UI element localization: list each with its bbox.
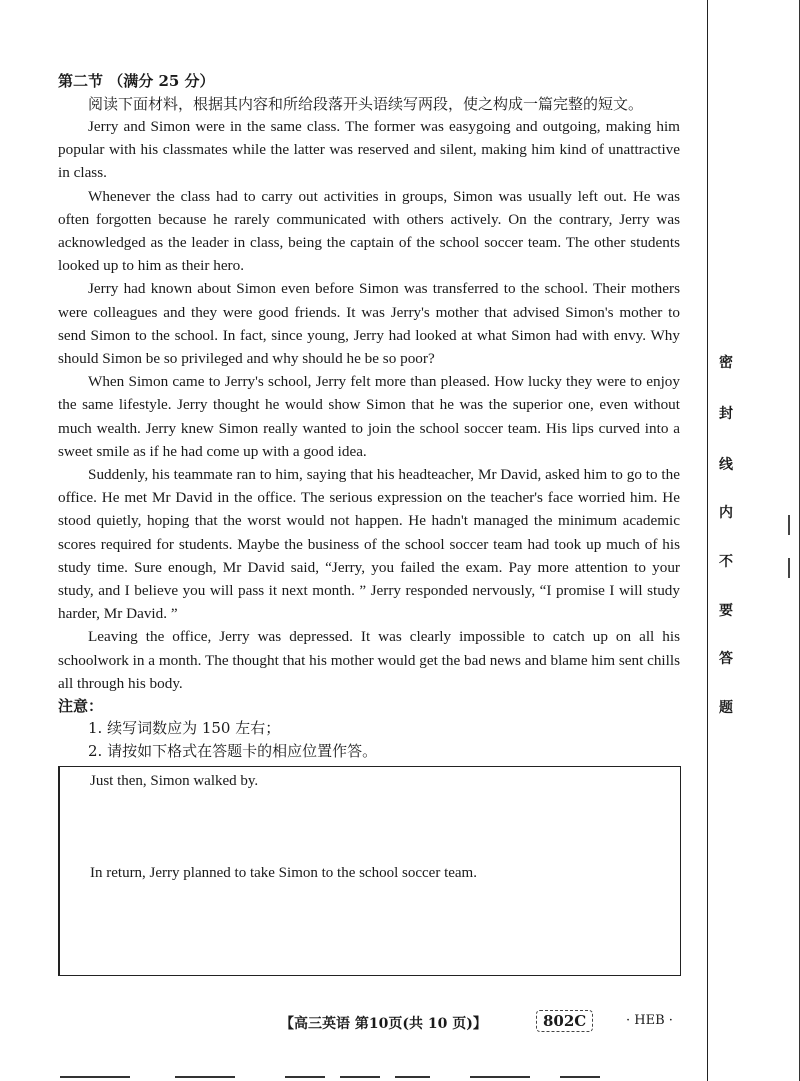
instruction: 阅读下面材料，根据其内容和所给段落开头语续写两段，使之构成一篇完整的短文。 bbox=[88, 95, 644, 113]
seal-char-3: 线 bbox=[719, 457, 733, 473]
seal-char-2: 封 bbox=[719, 406, 733, 422]
seal-char-5: 不 bbox=[719, 554, 733, 570]
paragraph-4: When Simon came to Jerry's school, Jerry felt more than pleased. How lucky they were to enjoy the same lifestyle. Jerry thought he would show Simon that he was the superior one, even without much wealth. Jerry knew Simon really wanted to join the school soccer team. His lips curved into a sweet smile as if he had come up with a good idea. bbox=[58, 373, 680, 460]
paragraph-3: Jerry had known about Simon even before Simon was transferred to the school. Their mothers were colleagues and they were good friends. It was Jerry's mother that advised Simon's mother to send Simon to the school. In fact, since young, Jerry had looked at what Simon had with envy. Why should Simon be so privileged and why should he be so poor? bbox=[58, 280, 680, 368]
note-2: 2. 请按如下格式在答题卡的相应位置作答。 bbox=[88, 742, 378, 761]
answer-box bbox=[58, 766, 681, 976]
crop-mark bbox=[175, 1076, 235, 1078]
bottom-crop-marks bbox=[0, 1076, 700, 1081]
crop-mark bbox=[340, 1076, 380, 1078]
answer-opening-line-1: Just then, Simon walked by. bbox=[90, 773, 259, 789]
crop-mark bbox=[395, 1076, 430, 1078]
exam-content bbox=[58, 70, 680, 763]
seal-char-6: 要 bbox=[719, 603, 733, 619]
brand-mark: · HEB · bbox=[626, 1013, 673, 1028]
seal-char-4: 内 bbox=[719, 505, 733, 521]
crop-mark bbox=[285, 1076, 325, 1078]
answer-opening-line-2: In return, Jerry planned to take Simon to the school soccer team. bbox=[90, 865, 477, 881]
section-title: 第二节 （满分 25 分） bbox=[58, 72, 215, 90]
paragraph-5: Suddenly, his teammate ran to him, saying that his headteacher, Mr David, asked him to go to the office. He met Mr David in the office. The serious expression on the teacher's face worried him. He stood quietly, hoping that the worst would not happen. He hadn't managed the minimum academic scores required for students. Maybe the business of the school soccer team had took up much of his study time. Sure enough, Mr David said, “Jerry, you failed the exam. Pay more attention to your study, and I believe you will pass it next month. ” Jerry responded nervously, “I promise I will study harder, Mr David. ” bbox=[58, 466, 680, 623]
paragraph-6: Leaving the office, Jerry was depressed. It was clearly impossible to catch up on all his schoolwork in a month. The thought that his mother would get the bad news and blame him sent chills all through his body. bbox=[58, 628, 680, 692]
seal-char-7: 答 bbox=[719, 651, 733, 667]
crop-mark bbox=[560, 1076, 600, 1078]
notes-label: 注意： bbox=[58, 697, 104, 716]
paragraph-1: Jerry and Simon were in the same class. The former was easygoing and outgoing, making him popular with his classmates while the latter was reserved and silent, making him kind of unattractive in class. bbox=[58, 118, 680, 182]
page-info: 【高三英语 第10页(共 10 页)】 bbox=[280, 1016, 487, 1032]
paragraph-2: Whenever the class had to carry out activities in groups, Simon was usually left out. He was often forgotten because he rarely communicated with others actively. On the contrary, Jerry was acknowledged as the leader in class, being the captain of the school soccer team. The other students looked up to him as their hero. bbox=[58, 187, 680, 275]
binding-margin-line bbox=[707, 0, 708, 1081]
seal-char-8: 题 bbox=[719, 700, 733, 716]
seal-char-1: 密 bbox=[719, 355, 733, 371]
note-1: 1. 续写词数应为 150 左右； bbox=[88, 719, 281, 738]
margin-tick bbox=[788, 558, 790, 578]
crop-mark bbox=[470, 1076, 530, 1078]
crop-mark bbox=[60, 1076, 130, 1078]
exam-code: 802C bbox=[536, 1010, 593, 1032]
margin-tick bbox=[788, 515, 790, 535]
